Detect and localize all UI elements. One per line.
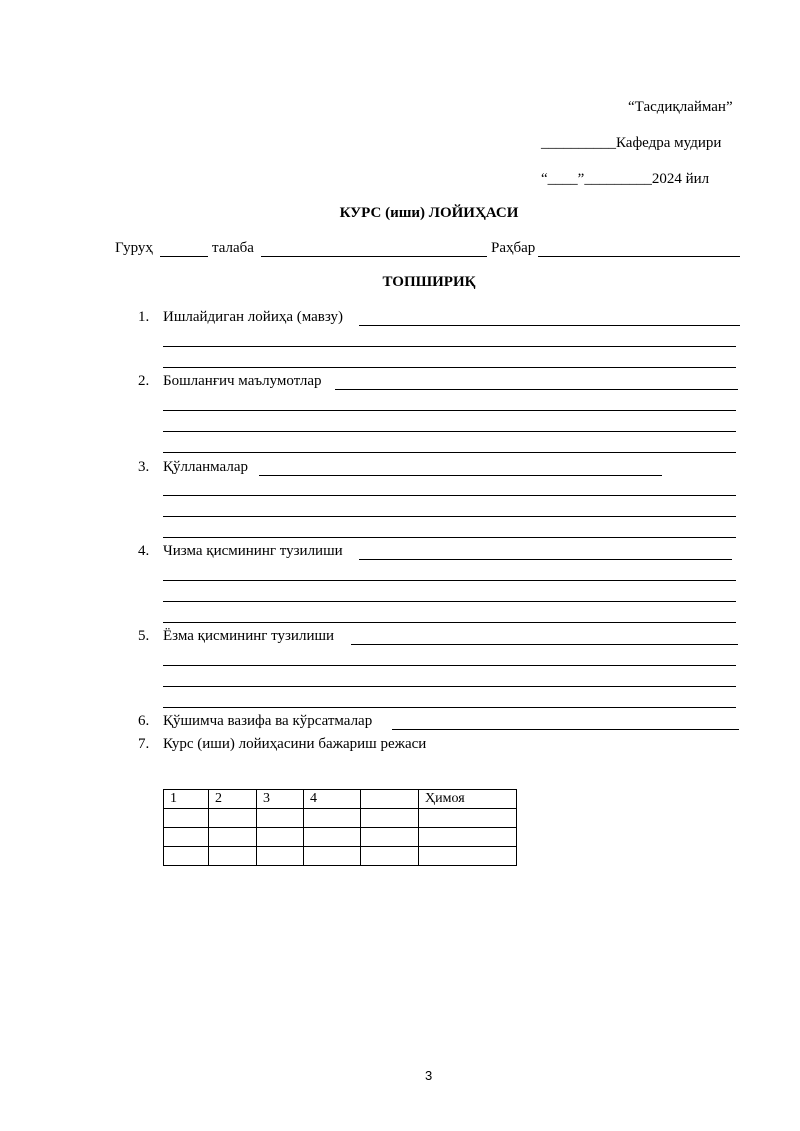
answer-line: [163, 622, 736, 623]
item-number: 6.: [138, 713, 150, 729]
item-number: 1.: [138, 309, 150, 325]
table-cell[interactable]: [419, 828, 517, 847]
table-row: [164, 809, 517, 828]
answer-line: [163, 601, 736, 602]
item-label-topic: Ишлайдиган лойиҳа (мавзу): [163, 309, 343, 325]
table-cell[interactable]: [257, 828, 304, 847]
answer-line: [351, 644, 738, 645]
item-number: 7.: [138, 736, 150, 752]
table-cell[interactable]: [304, 847, 361, 866]
answer-line: [163, 452, 736, 453]
answer-line: [163, 580, 736, 581]
answer-line: [359, 325, 740, 326]
student-field-line: [261, 256, 487, 257]
item-label-written-part: Ёзма қисмининг тузилиши: [163, 628, 335, 644]
table-cell[interactable]: [257, 847, 304, 866]
item-number: 5.: [138, 628, 150, 644]
table-header-cell: [361, 790, 419, 809]
table-cell[interactable]: [257, 809, 304, 828]
table-cell[interactable]: [361, 847, 419, 866]
group-field-line: [160, 256, 208, 257]
item-label-initial-data: Бошланғич маълумотлар: [163, 373, 322, 389]
table-cell[interactable]: [164, 828, 209, 847]
answer-line: [163, 431, 736, 432]
supervisor-label: Раҳбар: [491, 240, 536, 256]
document-title: КУРС (иши) ЛОЙИҲАСИ: [339, 205, 519, 221]
item-number: 2.: [138, 373, 150, 389]
table-header-cell: 3: [257, 790, 304, 809]
student-label: талаба: [212, 240, 254, 256]
table-cell[interactable]: [361, 828, 419, 847]
department-head-line: __________Кафедра мудири: [541, 135, 722, 151]
approval-text: “Тасдиқлайман”: [628, 99, 733, 115]
table-cell[interactable]: [209, 828, 257, 847]
answer-line: [359, 559, 732, 560]
table-row: [164, 828, 517, 847]
supervisor-field-line: [538, 256, 740, 257]
work-plan-table: [163, 789, 517, 866]
group-label: Гуруҳ: [115, 240, 153, 256]
item-number: 3.: [138, 459, 150, 475]
table-cell[interactable]: [164, 809, 209, 828]
item-label-drawing-part: Чизма қисмининг тузилиши: [163, 543, 343, 559]
table-cell[interactable]: [304, 828, 361, 847]
table-header-cell: 2: [209, 790, 257, 809]
table-cell[interactable]: [419, 809, 517, 828]
approval-date: “____”_________2024 йил: [541, 171, 710, 187]
answer-line: [163, 707, 736, 708]
answer-line: [163, 495, 736, 496]
table-cell[interactable]: [164, 847, 209, 866]
answer-line: [163, 665, 736, 666]
page-number: 3: [425, 1068, 433, 1083]
item-label-manuals: Қўлланмалар: [163, 459, 248, 475]
table-cell[interactable]: [419, 847, 517, 866]
answer-line: [163, 367, 736, 368]
answer-line: [392, 729, 739, 730]
table-cell[interactable]: [209, 809, 257, 828]
table-header-cell: 4: [304, 790, 361, 809]
item-label-additional-tasks: Қўшимча вазифа ва кўрсатмалар: [163, 713, 373, 729]
table-cell[interactable]: [304, 809, 361, 828]
item-label-work-plan: Курс (иши) лойиҳасини бажариш режаси: [163, 736, 427, 752]
table-header-row: [164, 790, 517, 809]
assignment-heading: ТОПШИРИҚ: [382, 274, 476, 290]
table-cell[interactable]: [209, 847, 257, 866]
table-row: [164, 847, 517, 866]
answer-line: [335, 389, 738, 390]
item-number: 4.: [138, 543, 150, 559]
table-header-cell: 1: [164, 790, 209, 809]
table-header-cell: Ҳимоя: [419, 790, 517, 809]
answer-line: [163, 410, 736, 411]
answer-line: [163, 516, 736, 517]
table-cell[interactable]: [361, 809, 419, 828]
answer-line: [163, 537, 736, 538]
answer-line: [163, 346, 736, 347]
answer-line: [163, 686, 736, 687]
answer-line: [259, 475, 662, 476]
